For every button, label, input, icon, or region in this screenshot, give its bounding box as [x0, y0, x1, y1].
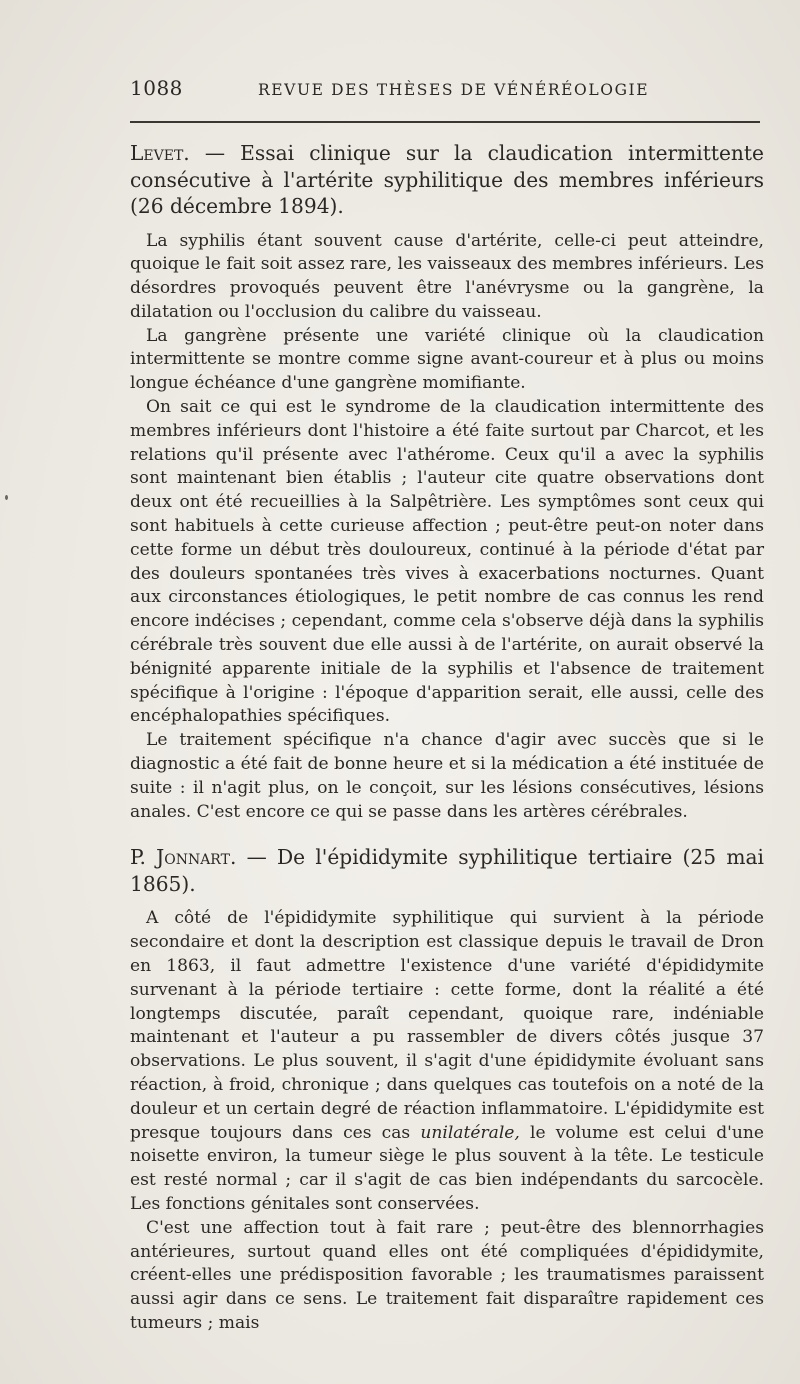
entry-title-text: — De l'épididymite syphilitique tertiaire (25 mai 1865).: [130, 845, 764, 896]
margin-speck: [5, 495, 8, 500]
italic-term: unilatérale,: [420, 1122, 520, 1143]
paragraph-text: le volume est celui d'une noisette environ, la tumeur siège le plus souvent à la tête. Le testicule est resté normal ; car il s'agit de cas bien indépendants du sarcocèle. Les fonctions génitales sont conservées.: [130, 1122, 764, 1214]
header-rule: [130, 121, 760, 123]
paragraph-text: A côté de l'épididymite syphilitique qui survient à la période secondaire et dont la description est classique depuis le travail de Dron en 1863, il faut admettre l'existence d'une variété d'épididymite survenant à la période tertiaire : cette forme, dont la réalité a été longtemps discutée, paraît cependant, quoique rare, indéniable maintenant et l'auteur a pu rassembler de divers côtés jusque 37 observations. Le plus souvent, il s'agit d'une épididymite évoluant sans réaction, à froid, chronique ; dans quelques cas toutefois on a noté de la douleur et un certain degré de réaction inflammatoire. L'épididymite est presque toujours dans ces cas: [130, 908, 764, 1143]
running-title: REVUE DES THÈSES DE VÉNÉRÉOLOGIE: [258, 81, 650, 99]
paragraph: Le traitement spécifique n'a chance d'agir avec succès que si le diagnostic a été fait de bonne heure et si la médication a été instituée de suite : il n'agit plus, on le conçoit, sur les lésions consécutives, lésions anales. C'est encore ce qui se passe dans les artères cérébrales.: [130, 730, 764, 822]
entry-title-text: — Essai clinique sur la claudication intermittente consécutive à l'artérite syphilitique des membres inférieurs (26 décembre 1894).: [130, 141, 764, 218]
paragraph: La gangrène présente une variété clinique où la claudication intermittente se montre comme signe avant-coureur et à plus ou moins longue échéance d'une gangrène momifiante.: [130, 325, 764, 394]
page-number: 1088: [130, 76, 183, 100]
entry-title-levet: [130, 140, 764, 220]
paragraph: C'est une affection tout à fait rare ; peut-être des blennorrhagies antérieures, surtout quand elles ont été compliquées d'épididymite, créent-elles une prédisposition favorable ; les traumatismes paraissent aussi agir dans ce sens. Le traitement fait disparaître rapidement ces tumeurs ; mais: [130, 1217, 764, 1333]
paragraph: On sait ce qui est le syndrome de la claudication intermittente des membres inférieurs dont l'histoire a été faite surtout par Charcot, et les relations qu'il présente avec l'athérome. Ceux qu'il a avec la syphilis sont maintenant bien établis ; l'auteur cite quatre observations dont deux ont été recueillies à la Salpêtrière. Les symptômes sont ceux qui sont habituels à cette curieuse affection ; peut-être peut-on noter dans cette forme un début très douloureux, continué à la période d'état par des douleurs spontanées très vives à exacerbations nocturnes. Quant aux circonstances étiologiques, le petit nombre de cas connus les rend encore indécises ; cependant, comme cela s'observe déjà dans la syphilis cérébrale très souvent due elle aussi à de l'artérite, on aurait observé la bénignité apparente initiale de la syphilis et l'absence de traitement spécifique à l'origine : l'époque d'apparition serait, elle aussi, celle des encéphalopathies spécifiques.: [130, 397, 764, 727]
page-body: [130, 140, 764, 1336]
page-header: [130, 74, 760, 104]
paragraph: [130, 907, 764, 1216]
entry-title-jonnart: [130, 844, 764, 897]
entry-author: Levet.: [130, 141, 190, 165]
paragraph: La syphilis étant souvent cause d'artérite, celle-ci peut atteindre, quoique le fait soit assez rare, les vaisseaux des membres inférieurs. Les désordres provoqués peuvent être l'anévrysme ou la gangrène, la dilatation ou l'occlusion du calibre du vaisseau.: [130, 230, 764, 322]
entry-author: P. Jonnart.: [130, 845, 237, 870]
